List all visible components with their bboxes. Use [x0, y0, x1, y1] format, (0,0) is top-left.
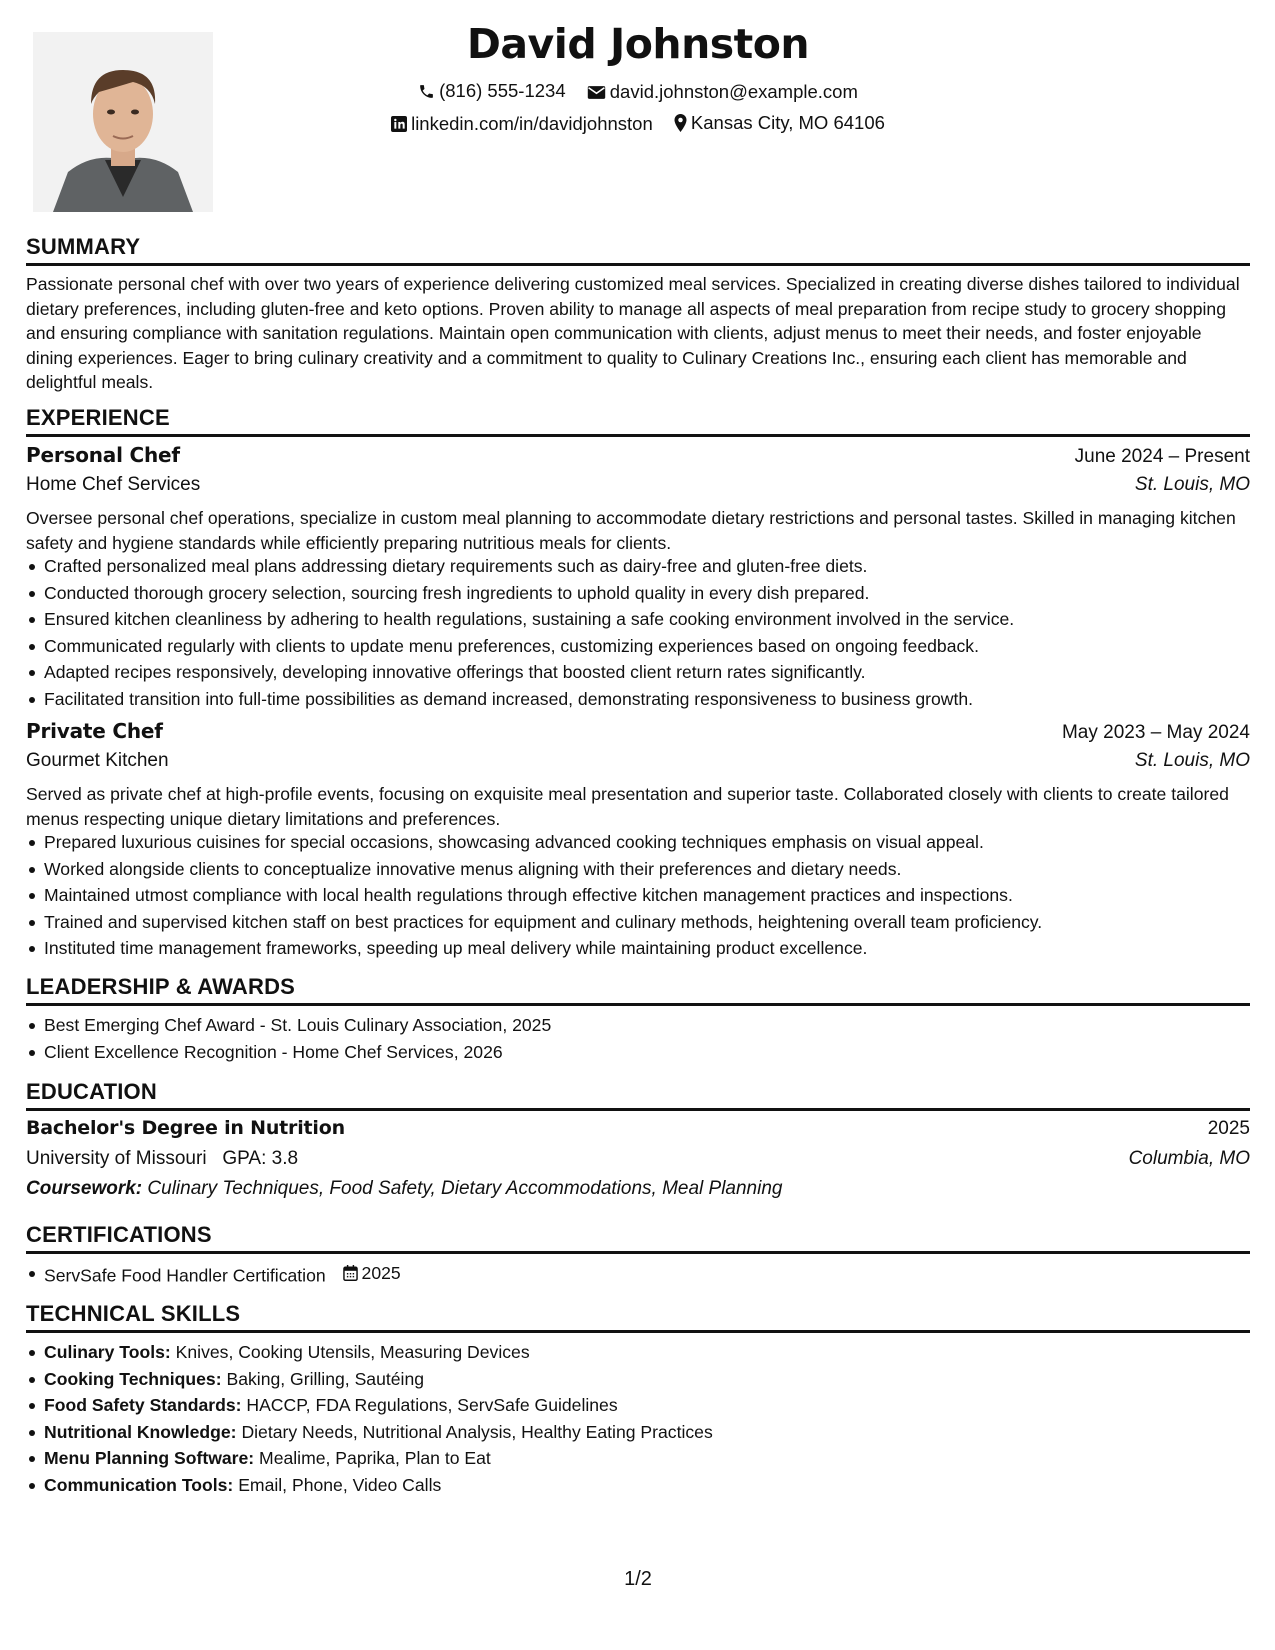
certification-name: ServSafe Food Handler Certification [44, 1265, 326, 1286]
envelope-icon [587, 85, 606, 100]
company-name: Home Chef Services [26, 474, 201, 495]
school-location: Columbia, MO [1128, 1148, 1250, 1169]
location-contact [674, 112, 885, 134]
list-item: Prepared luxurious cuisines for special occasions, showcasing advanced cooking techniques emphasis on visual appeal. [44, 829, 1254, 856]
education-heading: EDUCATION [26, 1079, 1250, 1111]
list-item: Ensured kitchen cleanliness by adhering to health regulations, sustaining a safe cooking environment involved in the service. [44, 606, 1254, 633]
experience-heading: EXPERIENCE [26, 405, 1250, 437]
skill-label: Food Safety Standards: [44, 1395, 242, 1416]
job-2-subheader [26, 750, 1250, 772]
job-2-header [26, 719, 1250, 744]
page-number: 1/2 [624, 1568, 652, 1590]
list-item: Worked alongside clients to conceptualize innovative menus aligning with their preferences and dietary needs. [44, 856, 1254, 883]
list-item: Conducted thorough grocery selection, sourcing fresh ingredients to uphold quality in every dish prepared. [44, 580, 1254, 607]
list-item: Adapted recipes responsively, developing innovative offerings that boosted client return rates significantly. [44, 659, 1254, 686]
list-item [44, 1339, 1254, 1366]
calendar-icon [343, 1265, 358, 1281]
job-title: Personal Chef [26, 443, 180, 467]
gpa: GPA: 3.8 [222, 1148, 299, 1169]
certifications-list [26, 1260, 1254, 1289]
coursework [26, 1178, 782, 1200]
company-name: Gourmet Kitchen [26, 750, 169, 771]
linkedin-icon [391, 116, 407, 132]
awards-list [26, 1012, 1254, 1065]
skill-label: Communication Tools: [44, 1474, 234, 1495]
location-text: Kansas City, MO 64106 [690, 112, 885, 133]
job-title: Private Chef [26, 719, 163, 743]
email-text: david.johnston@example.com [609, 81, 858, 102]
phone-contact[interactable] [418, 80, 566, 102]
job-1-header [26, 443, 1250, 468]
list-item [44, 1419, 1254, 1446]
skill-value: Baking, Grilling, Sautéing [226, 1368, 425, 1389]
graduation-year: 2025 [1207, 1118, 1250, 1139]
job-1-subheader [26, 474, 1250, 496]
list-item: Instituted time management frameworks, speeding up meal delivery while maintaining product excellence. [44, 935, 1254, 962]
skill-label: Cooking Techniques: [44, 1368, 222, 1389]
candidate-name: David Johnston [466, 20, 810, 68]
job-dates: May 2023 – May 2024 [1061, 722, 1250, 743]
job-dates: June 2024 – Present [1074, 446, 1250, 467]
list-item [44, 1445, 1254, 1472]
job-2-bullets [26, 829, 1254, 962]
school-name: University of Missouri [26, 1148, 207, 1169]
skill-value: Email, Phone, Video Calls [238, 1474, 442, 1495]
linkedin-text: linkedin.com/in/davidjohnston [411, 113, 653, 134]
job-location: St. Louis, MO [1134, 750, 1250, 771]
skill-label: Menu Planning Software: [44, 1448, 255, 1469]
certification-year: 2025 [361, 1263, 401, 1283]
skills-heading: TECHNICAL SKILLS [26, 1301, 1250, 1333]
certification-date [343, 1260, 401, 1287]
awards-heading: LEADERSHIP & AWARDS [26, 974, 1250, 1006]
certifications-heading: CERTIFICATIONS [26, 1222, 1250, 1254]
contact-line-2 [26, 112, 1250, 137]
list-item: Facilitated transition into full-time possibilities as demand increased, demonstrating responsiveness to business growth. [44, 686, 1254, 713]
degree-name: Bachelor's Degree in Nutrition [26, 1117, 345, 1139]
list-item: Best Emerging Chef Award - St. Louis Culinary Association, 2025 [44, 1012, 1254, 1039]
skill-value: Mealime, Paprika, Plan to Eat [259, 1448, 491, 1469]
job-1-bullets [26, 553, 1254, 713]
list-item: Client Excellence Recognition - Home Chef Services, 2026 [44, 1039, 1254, 1066]
linkedin-contact[interactable] [391, 113, 653, 135]
education-subheader [26, 1148, 1250, 1170]
contact-line-1 [26, 80, 1250, 105]
education-header [26, 1117, 1250, 1140]
summary-heading: SUMMARY [26, 234, 1250, 266]
skills-list [26, 1339, 1254, 1499]
list-item: Maintained utmost compliance with local health regulations through effective kitchen management practices and inspections. [44, 882, 1254, 909]
skill-value: Dietary Needs, Nutritional Analysis, Healthy Eating Practices [241, 1421, 713, 1442]
job-2-description: Served as private chef at high-profile events, focusing on exquisite meal presentation and superior taste. Collaborated closely with clients to create tailored menus respecting unique dietary limitations and preferences. [26, 784, 1229, 829]
skill-label: Culinary Tools: [44, 1342, 171, 1362]
skill-label: Nutritional Knowledge: [44, 1421, 237, 1442]
list-item [44, 1472, 1254, 1499]
list-item: Communicated regularly with clients to update menu preferences, customizing experiences based on ongoing feedback. [44, 633, 1254, 660]
phone-icon [418, 83, 435, 100]
list-item: Crafted personalized meal plans addressing dietary requirements such as dairy-free and gluten-free diets. [44, 553, 1254, 580]
list-item [44, 1366, 1254, 1393]
map-pin-icon [674, 114, 687, 132]
school-info [26, 1148, 298, 1170]
skill-value: HACCP, FDA Regulations, ServSafe Guidelines [246, 1395, 618, 1416]
list-item [44, 1260, 1254, 1289]
job-1-description: Oversee personal chef operations, specialize in custom meal planning to accommodate dietary restrictions and personal tastes. Skilled in managing kitchen safety and hygiene standards while efficiently preparing nutritious meals for clients. [26, 508, 1236, 553]
phone-text: (816) 555-1234 [439, 80, 566, 101]
email-contact[interactable] [587, 81, 858, 103]
coursework-list: Culinary Techniques, Food Safety, Dietary Accommodations, Meal Planning [147, 1178, 783, 1199]
coursework-label: Coursework: [26, 1178, 143, 1199]
job-location: St. Louis, MO [1134, 474, 1250, 495]
list-item: Trained and supervised kitchen staff on best practices for equipment and culinary methods, heightening overall team proficiency. [44, 909, 1254, 936]
list-item [44, 1392, 1254, 1419]
summary-text: Passionate personal chef with over two years of experience delivering customized meal services. Specialized in creating diverse dishes tailored to individual dietary preferences, including gluten-free and keto options. Proven ability to manage all aspects of meal preparation from recipe study to grocery shopping and ensuring compliance with sanitation regulations. Maintain open communication with clients, adjust menus to meet their needs, and foster enjoyable dining experiences. Eager to bring culinary creativity and a commitment to quality to Culinary Creations Inc., ensuring each client has memorable and delightful meals. [26, 274, 1240, 392]
skill-value: Knives, Cooking Utensils, Measuring Devices [175, 1342, 530, 1362]
